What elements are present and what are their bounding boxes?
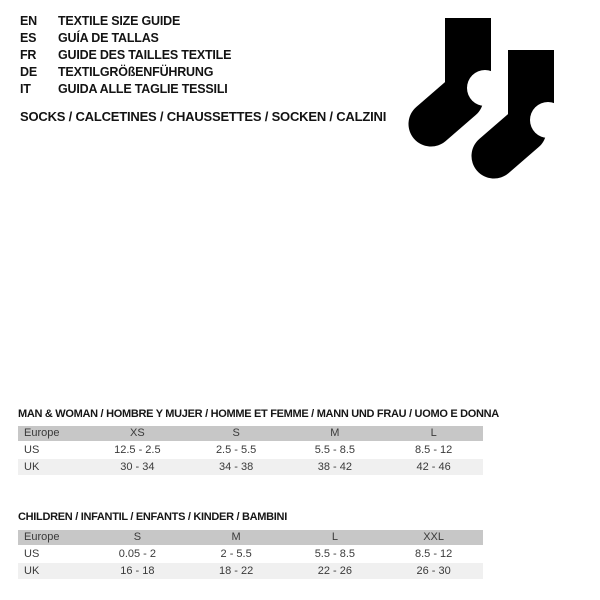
column-header-size: XS	[130, 427, 145, 439]
size-table-children	[18, 529, 483, 580]
size-value: 2 - 5.5	[187, 546, 286, 562]
size-value: 22 - 26	[286, 563, 385, 579]
region-label: UK	[18, 563, 88, 579]
table-row-uk	[18, 563, 483, 579]
language-code: DE	[20, 64, 37, 79]
table-title-children: CHILDREN / INFANTIL / ENFANTS / KINDER / BAMBINI	[18, 511, 287, 523]
column-header-europe: Europe	[24, 427, 60, 439]
guide-title: GUIDA ALLE TAGLIE TESSILI	[58, 81, 228, 96]
size-value: 5.5 - 8.5	[286, 442, 385, 458]
category-heading: SOCKS / CALCETINES / CHAUSSETTES / SOCKEN / CALZINI	[20, 109, 387, 124]
language-row-en	[20, 12, 231, 29]
table-title-man-woman: MAN & WOMAN / HOMBRE Y MUJER / HOMME ET FEMME / MANN UND FRAU / UOMO E DONNA	[18, 408, 499, 420]
table-row-uk	[18, 459, 483, 475]
language-row-fr	[20, 46, 231, 63]
size-value: 5.5 - 8.5	[286, 546, 385, 562]
size-value: 38 - 42	[286, 459, 385, 475]
column-header-europe: Europe	[24, 531, 60, 543]
size-value: 18 - 22	[187, 563, 286, 579]
size-value: 8.5 - 12	[384, 442, 483, 458]
table-row-us	[18, 546, 483, 562]
sock-back-shape	[431, 18, 503, 124]
language-code: IT	[20, 81, 31, 96]
size-value: 42 - 46	[384, 459, 483, 475]
language-code: ES	[20, 30, 37, 45]
table-header-row	[18, 530, 483, 545]
guide-title: GUIDE DES TAILLES TEXTILE	[58, 47, 232, 62]
language-title-list	[20, 12, 231, 97]
column-header-size: S	[232, 427, 240, 439]
size-value: 30 - 34	[88, 459, 187, 475]
table-row-us	[18, 442, 483, 458]
guide-title: TEXTILE SIZE GUIDE	[58, 13, 181, 28]
column-header-size: XXL	[423, 531, 445, 543]
language-row-es	[20, 29, 231, 46]
size-value: 0.05 - 2	[88, 546, 187, 562]
sock-front-shape	[494, 50, 560, 156]
column-header-size: L	[331, 531, 338, 543]
column-header-size: L	[430, 427, 437, 439]
column-header-size: M	[330, 427, 340, 439]
size-value: 8.5 - 12	[384, 546, 483, 562]
size-table-man-woman	[18, 425, 483, 476]
size-value: 12.5 - 2.5	[88, 442, 187, 458]
size-value: 2.5 - 5.5	[187, 442, 286, 458]
table-header-row	[18, 426, 483, 441]
size-value: 16 - 18	[88, 563, 187, 579]
region-label: US	[18, 546, 88, 562]
guide-title: GUÍA DE TALLAS	[58, 30, 159, 45]
region-label: UK	[18, 459, 88, 475]
column-header-size: S	[133, 531, 142, 543]
language-row-it	[20, 80, 231, 97]
size-value: 26 - 30	[384, 563, 483, 579]
language-code: FR	[20, 47, 37, 62]
region-label: US	[18, 442, 88, 458]
language-code: EN	[20, 13, 37, 28]
column-header-size: M	[231, 531, 241, 543]
size-value: 34 - 38	[187, 459, 286, 475]
language-row-de	[20, 63, 231, 80]
socks-icon	[405, 14, 560, 182]
guide-title: TEXTILGRÖßENFÜHRUNG	[58, 64, 214, 79]
